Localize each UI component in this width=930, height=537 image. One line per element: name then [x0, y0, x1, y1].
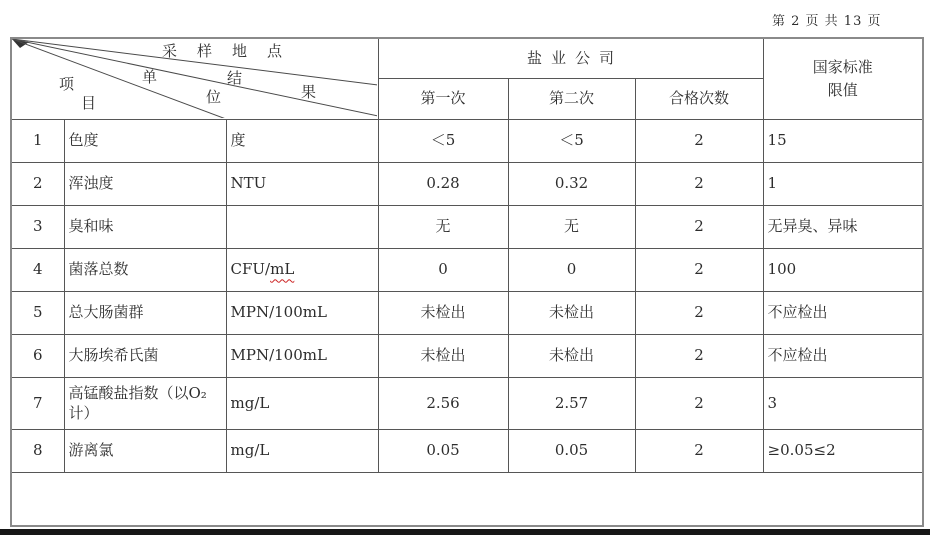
cell-qualified-count: 2	[635, 377, 763, 429]
cell-standard-limit: 15	[763, 119, 923, 162]
corner-label-unit-char2: 位	[206, 88, 222, 106]
cell-qualified-count: 2	[635, 205, 763, 248]
cell-qualified-count: 2	[635, 162, 763, 205]
cell-standard-limit: 3	[763, 377, 923, 429]
table-body	[11, 119, 923, 526]
cell-first-result: 0	[378, 248, 508, 291]
corner-label-unit-char1: 单	[142, 68, 158, 86]
cell-row-number: 6	[11, 334, 64, 377]
cell-row-number: 7	[11, 377, 64, 429]
column-header-national-standard: 国家标准限值	[763, 38, 923, 119]
table-row	[11, 291, 923, 334]
corner-label-item-char2: 目	[81, 94, 97, 112]
table-row	[11, 377, 923, 429]
cell-qualified-count: 2	[635, 291, 763, 334]
cell-item-name: 臭和味	[64, 205, 226, 248]
cell-row-number: 5	[11, 291, 64, 334]
cell-second-result: 未检出	[508, 291, 635, 334]
cell-row-number: 1	[11, 119, 64, 162]
corner-label-result-char1: 结	[227, 69, 243, 87]
cell-first-result: 无	[378, 205, 508, 248]
cell-item-name: 浑浊度	[64, 162, 226, 205]
cell-item-name: 菌落总数	[64, 248, 226, 291]
cell-unit: NTU	[226, 162, 378, 205]
cell-qualified-count: 2	[635, 119, 763, 162]
cell-first-result: ＜5	[378, 119, 508, 162]
corner-label-sampling-point: 采样地点	[162, 42, 303, 60]
table-corner-cell	[11, 38, 378, 119]
column-header-first-test: 第一次	[378, 78, 508, 119]
cell-second-result: 0.32	[508, 162, 635, 205]
spellcheck-underlined-text: mL	[270, 260, 295, 279]
cell-second-result: 未检出	[508, 334, 635, 377]
header-row-group	[11, 38, 923, 78]
empty-cell	[11, 472, 923, 526]
cell-item-name: 总大肠菌群	[64, 291, 226, 334]
cell-qualified-count: 2	[635, 248, 763, 291]
cell-qualified-count: 2	[635, 334, 763, 377]
cell-first-result: 未检出	[378, 334, 508, 377]
cell-second-result: 2.57	[508, 377, 635, 429]
corner-label-result-char2: 果	[301, 83, 317, 101]
cell-first-result: 0.05	[378, 429, 508, 472]
page-indicator: 第 2 页 共 13 页	[772, 14, 882, 29]
cell-item-name: 色度	[64, 119, 226, 162]
cell-second-result: ＜5	[508, 119, 635, 162]
table-row	[11, 429, 923, 472]
cell-item-name: 高锰酸盐指数（以O₂计）	[64, 377, 226, 429]
column-header-second-test: 第二次	[508, 78, 635, 119]
cell-item-name: 游离氯	[64, 429, 226, 472]
cell-standard-limit: 100	[763, 248, 923, 291]
cell-unit: mg/L	[226, 377, 378, 429]
cell-unit: MPN/100mL	[226, 291, 378, 334]
column-group-company: 盐业公司	[378, 38, 763, 78]
cell-second-result: 0	[508, 248, 635, 291]
cell-second-result: 无	[508, 205, 635, 248]
cell-first-result: 2.56	[378, 377, 508, 429]
column-header-qualified-count: 合格次数	[635, 78, 763, 119]
cell-standard-limit: 不应检出	[763, 334, 923, 377]
table-row	[11, 205, 923, 248]
cell-qualified-count: 2	[635, 429, 763, 472]
cell-second-result: 0.05	[508, 429, 635, 472]
table-row	[11, 119, 923, 162]
cell-row-number: 2	[11, 162, 64, 205]
cell-standard-limit: 无异臭、异味	[763, 205, 923, 248]
page-bottom-rule	[0, 529, 930, 535]
cell-unit: MPN/100mL	[226, 334, 378, 377]
cell-row-number: 4	[11, 248, 64, 291]
cell-standard-limit: ≥0.05≤2	[763, 429, 923, 472]
cell-first-result: 0.28	[378, 162, 508, 205]
cell-unit: 度	[226, 119, 378, 162]
empty-row	[11, 472, 923, 526]
cell-standard-limit: 不应检出	[763, 291, 923, 334]
table-row	[11, 334, 923, 377]
cell-item-name: 大肠埃希氏菌	[64, 334, 226, 377]
cell-standard-limit: 1	[763, 162, 923, 205]
table-row	[11, 248, 923, 291]
table-row	[11, 162, 923, 205]
corner-label-item-char1: 项	[59, 75, 75, 93]
cell-unit: mg/L	[226, 429, 378, 472]
water-quality-table	[10, 37, 924, 527]
cell-row-number: 3	[11, 205, 64, 248]
cell-unit: CFU/mL	[226, 248, 378, 291]
cell-row-number: 8	[11, 429, 64, 472]
cell-first-result: 未检出	[378, 291, 508, 334]
cell-unit	[226, 205, 378, 248]
